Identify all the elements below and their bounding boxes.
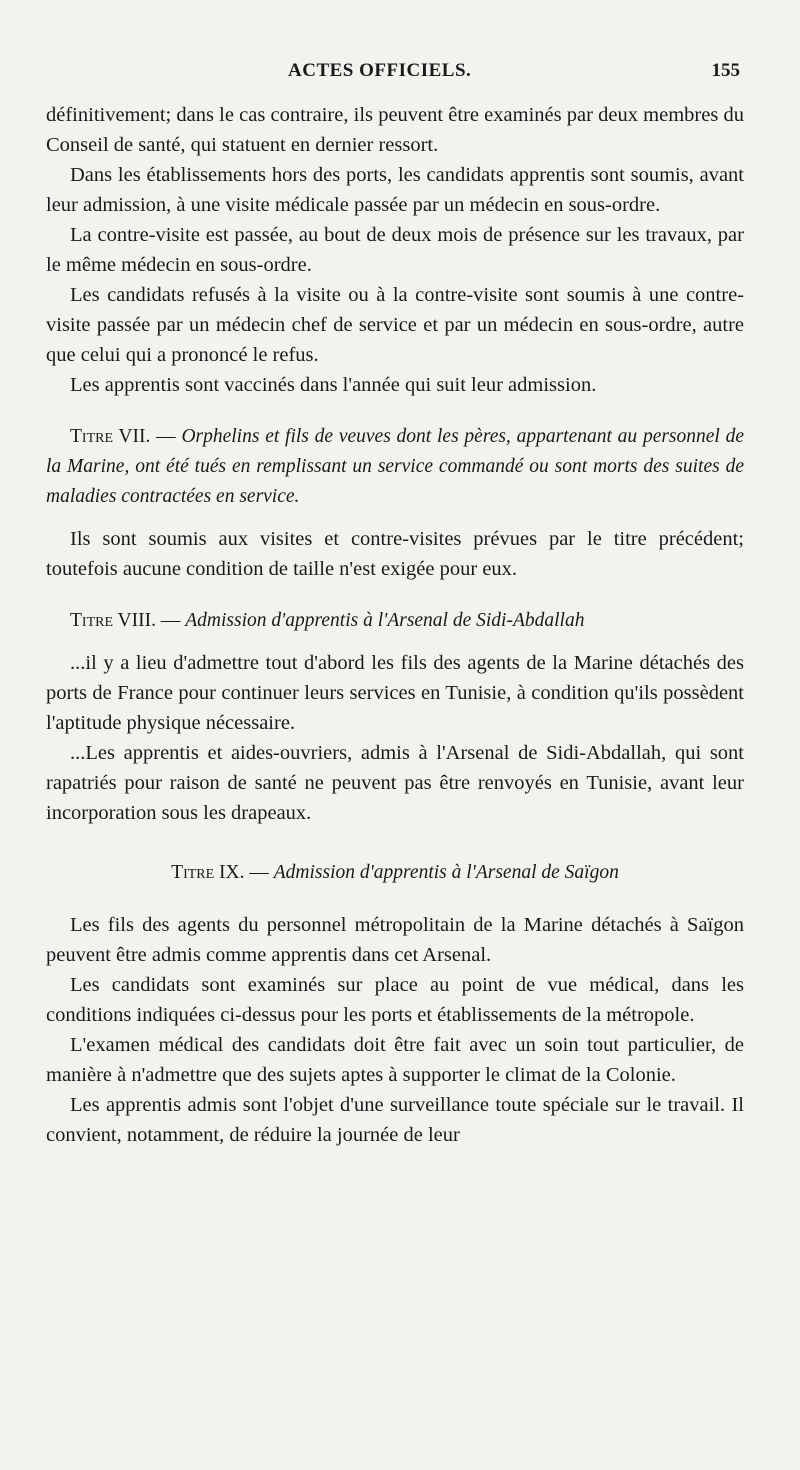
section-title: Orphelins et fils de veuves dont les pères, appartenant au personnel de la Marine, ont été tués en remplissant un service commandé ou sont morts des suites de maladies contractées en service. — [46, 426, 745, 507]
paragraph: Ils sont soumis aux visites et contre-visites prévues par le titre précédent; toutefois aucune condition de taille n'est exigée pour eux. — [46, 528, 744, 580]
paragraph: ...il y a lieu d'admettre tout d'abord les fils des agents de la Marine détachés des ports de France pour continuer leurs services en Tunisie, à condition qu'ils possèdent l'aptitude physique nécessaire. — [46, 652, 744, 734]
page-body — [46, 100, 744, 1150]
paragraph: ...Les apprentis et aides-ouvriers, admis à l'Arsenal de Sidi-Abdallah, qui sont rapatriés pour raison de santé ne peuvent pas être renvoyés en Tunisie, avant leur incorporation sous les drapeaux. — [46, 742, 744, 824]
section-label: Titre IX. — — [171, 862, 269, 883]
section-heading-titre-8 — [46, 606, 744, 636]
section-heading-titre-9 — [46, 858, 744, 888]
section-title: Admission d'apprentis à l'Arsenal de Sidi-Abdallah — [185, 610, 585, 631]
paragraph: Dans les établissements hors des ports, les candidats apprentis sont soumis, avant leur admission, à une visite médicale passée par un médecin en sous-ordre. — [46, 164, 744, 216]
paragraph: Les candidats sont examinés sur place au point de vue médical, dans les conditions indiquées ci-dessus pour les ports et établissements de la métropole. — [46, 974, 744, 1026]
paragraph: Les apprentis sont vaccinés dans l'année qui suit leur admission. — [70, 374, 597, 396]
paragraph: définitivement; dans le cas contraire, ils peuvent être examinés par deux membres du Conseil de santé, qui statuent en dernier ressort. — [46, 104, 744, 156]
paragraph: La contre-visite est passée, au bout de deux mois de présence sur les travaux, par le même médecin en sous-ordre. — [46, 224, 744, 276]
page-header — [46, 60, 746, 90]
section-label: Titre VII. — — [70, 426, 176, 447]
paragraph: Les fils des agents du personnel métropolitain de la Marine détachés à Saïgon peuvent être admis comme apprentis dans cet Arsenal. — [46, 914, 744, 966]
page-number: 155 — [711, 60, 740, 81]
paragraph: Les apprentis admis sont l'objet d'une surveillance toute spéciale sur le travail. Il convient, notamment, de réduire la journée de leur — [46, 1094, 744, 1146]
section-title: Admission d'apprentis à l'Arsenal de Saïgon — [273, 862, 619, 883]
section-label: Titre VIII. — — [70, 610, 181, 631]
section-heading-titre-7 — [46, 422, 744, 512]
paragraph: Les candidats refusés à la visite ou à la contre-visite sont soumis à une contre-visite passée par un médecin chef de service et par un médecin en sous-ordre, autre que celui qui a prononcé le refus. — [46, 284, 744, 366]
paragraph: L'examen médical des candidats doit être fait avec un soin tout particulier, de manière à n'admettre que des sujets aptes à supporter le climat de la Colonie. — [46, 1034, 744, 1086]
running-title: ACTES OFFICIELS. — [288, 60, 472, 81]
